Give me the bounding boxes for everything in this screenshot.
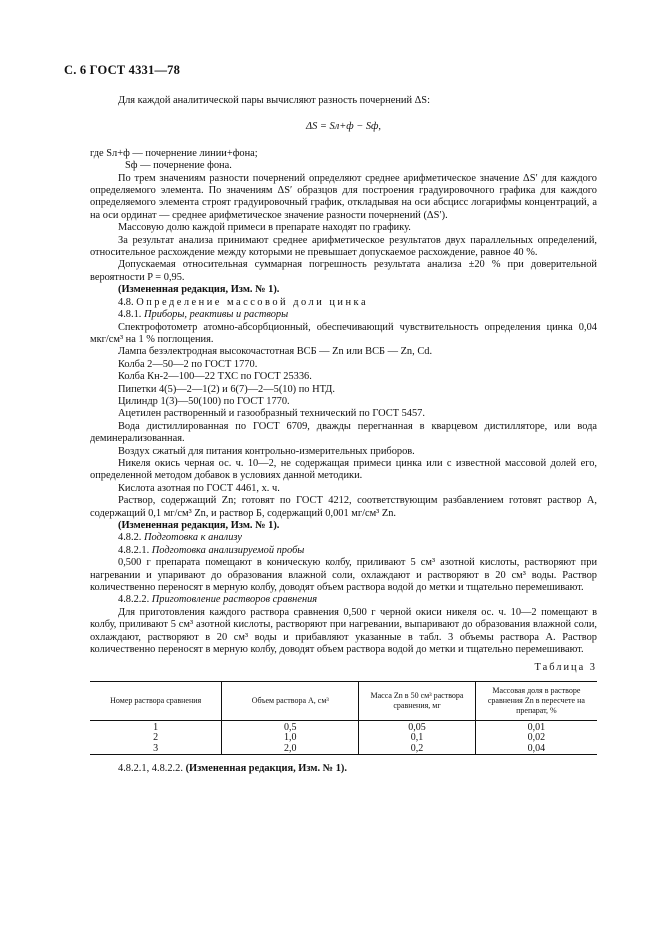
section-4-8-2-1-number: 4.8.2.1. xyxy=(118,544,150,556)
list-flask-2: Колба Кн-2—100—22 ТХС по ГОСТ 25336. xyxy=(118,371,312,383)
footer-revision xyxy=(90,763,597,775)
list-lamp: Лампа безэлектродная высокочастотная ВСБ — Zn или ВСБ — Zn, Cd. xyxy=(118,346,433,358)
formula-delta-s: ΔS = Sл+ф − Sф, xyxy=(306,121,381,133)
footer-revision-note: (Измененная редакция, Изм. № 1). xyxy=(185,763,347,775)
legend-background xyxy=(90,160,597,172)
table-cell: 2 xyxy=(153,732,159,744)
table-header-volume: Объем раствора А, см³ xyxy=(222,681,359,720)
paragraph-result: За результат анализа принимают среднее арифметическое результатов двух параллельных определений, относительное расхождение между которыми не превышает допускаемое расхождение, равное 40 %. xyxy=(90,234,597,259)
section-4-8-2-title: Подготовка к анализу xyxy=(144,532,242,544)
paragraph-water: Вода дистиллированная по ГОСТ 6709, дважды перегнанная в кварцевом дистилляторе, или вода деминерализованная. xyxy=(90,420,597,445)
document-body xyxy=(90,95,597,776)
paragraph-zn-solution: Раствор, содержащий Zn; готовят по ГОСТ 4212, соответствующим разбавлением готовят раствор А, содержащий 0,1 мг/см³ Zn, и раствор Б, содержащий 0,001 мг/см³ Zn. xyxy=(90,495,597,519)
table-header-number: Номер раствора сравнения xyxy=(90,681,222,720)
section-4-8-2-number: 4.8.2. xyxy=(118,532,142,544)
table-cell: 0,04 xyxy=(475,744,597,755)
list-flask-1: Колба 2—50—2 по ГОСТ 1770. xyxy=(118,358,258,370)
legend-line-background: где Sл+ф — почернение линии+фона; xyxy=(90,147,258,159)
paragraph-delta-s: Для каждой аналитической пары вычисляют разность почернений ΔS: xyxy=(118,95,430,106)
section-4-8-number: 4.8. xyxy=(118,296,134,308)
section-4-8-2-2 xyxy=(90,594,597,606)
revision-note-1: (Измененная редакция, Изм. № 1). xyxy=(118,284,280,296)
table-cell: 3 xyxy=(90,744,222,755)
table-row xyxy=(90,744,597,755)
reference-solutions-table xyxy=(90,681,597,756)
section-4-8-1 xyxy=(90,309,597,321)
section-4-8-2-1-title: Подготовка анализируемой пробы xyxy=(151,544,305,556)
section-4-8-2-1 xyxy=(90,545,597,557)
table-cell: 1,0 xyxy=(222,733,359,744)
section-4-8-2-2-number: 4.8.2.2. xyxy=(118,594,150,606)
revision-note-2: (Измененная редакция, Изм. № 1). xyxy=(118,520,280,531)
section-4-8-title: Определение массовой доли цинка xyxy=(136,296,369,308)
section-4-8-1-title: Приборы, реактивы и растворы xyxy=(144,309,289,321)
page-header: С. 6 ГОСТ 4331—78 xyxy=(64,63,181,77)
section-4-8-2-2-title: Приготовление растворов сравнения xyxy=(151,594,318,606)
list-acetylene: Ацетилен растворенный и газообразный технический по ГОСТ 5457. xyxy=(118,408,425,420)
list-air: Воздух сжатый для питания контрольно-измерительных приборов. xyxy=(118,445,415,457)
footer-ref: 4.8.2.1, 4.8.2.2. xyxy=(118,763,183,775)
table-cell: 0,05 xyxy=(359,720,476,733)
paragraph-spectrophotometer: Спектрофотометр атомно-абсорбционный, обеспечивающий чувствительность определения цинка 0,04 мкг/см³ на 1 % поглощения. xyxy=(90,321,597,345)
paragraph-sample-prep: 0,500 г препарата помещают в коническую колбу, приливают 5 см³ азотной кислоты, растворяют при нагревании и упаривают до образования влажной соли, охлаждают и растворяют в 20 см³ воды. Раствор количественно переносят в мерную колбу, доводят объем раствора водой до метки и тщательно перемешивают. xyxy=(90,557,597,594)
table-cell: 0,02 xyxy=(475,733,597,744)
list-nitric-acid: Кислота азотная по ГОСТ 4461, х. ч. xyxy=(118,482,280,494)
table-cell: 0,01 xyxy=(475,720,597,733)
section-4-8-1-number: 4.8.1. xyxy=(118,309,142,321)
list-pipettes: Пипетки 4(5)—2—1(2) и 6(7)—2—5(10) по НТД. xyxy=(118,383,335,395)
table-cell: 0,2 xyxy=(359,744,476,755)
table-row xyxy=(90,733,597,744)
paragraph-mass-fraction: Массовую долю каждой примеси в препарате находят по графику. xyxy=(118,222,411,234)
table-header-fraction: Массовая доля в растворе сравнения Zn в пересчете на препарат, % xyxy=(475,681,597,720)
paragraph-mean-delta: По трем значениям разности почернений определяют среднее арифметическое значение ΔS′ для каждого определяемого элемента. По значениям ΔS′ образцов для построения градуировочного графика для каждого определяемого элемента строят градуировочный график, откладывая на оси абсцисс логарифмы концентраций, а на оси ординат — среднее арифметическое значение разности почернений (ΔS′). xyxy=(90,172,597,221)
table-caption: Таблица 3 xyxy=(534,662,597,674)
table-header-row xyxy=(90,681,597,720)
legend-background-text: Sф — почернение фона. xyxy=(125,160,232,172)
paragraph-reference-solutions: Для приготовления каждого раствора сравнения 0,500 г черной окиси никеля ос. ч. 10—2 помещают в колбу, приливают 5 см³ азотной кислоты, растворяют при нагревании, выпаривают до образования влажной соли, охлаждают, растворяют в 20 см³ воды и прибавляют указанные в табл. 3 объемы раствора А. Раствор количественно переносят в мерную колбу, доводят объем раствора водой до метки и тщательно перемешивают. xyxy=(90,606,597,656)
table-cell: 2,0 xyxy=(222,744,359,755)
table-cell: 1 xyxy=(153,721,159,733)
table-header-mass: Масса Zn в 50 см³ раствора сравнения, мг xyxy=(359,681,476,720)
table-row xyxy=(90,720,597,733)
section-4-8-2 xyxy=(90,532,597,544)
paragraph-error: Допускаемая относительная суммарная погрешность результата анализа ±20 % при доверительной вероятности P = 0,95. xyxy=(90,259,597,283)
section-4-8 xyxy=(90,297,597,309)
table-cell: 0,5 xyxy=(222,720,359,733)
list-cylinder: Цилиндр 1(3)—50(100) по ГОСТ 1770. xyxy=(118,395,290,407)
table-cell: 0,1 xyxy=(359,733,476,744)
paragraph-nickel-oxide: Никеля окись черная ос. ч. 10—2, не содержащая примеси цинка или с известной массовой долей его, определенной методом добавок в условиях данной методики. xyxy=(90,457,597,482)
